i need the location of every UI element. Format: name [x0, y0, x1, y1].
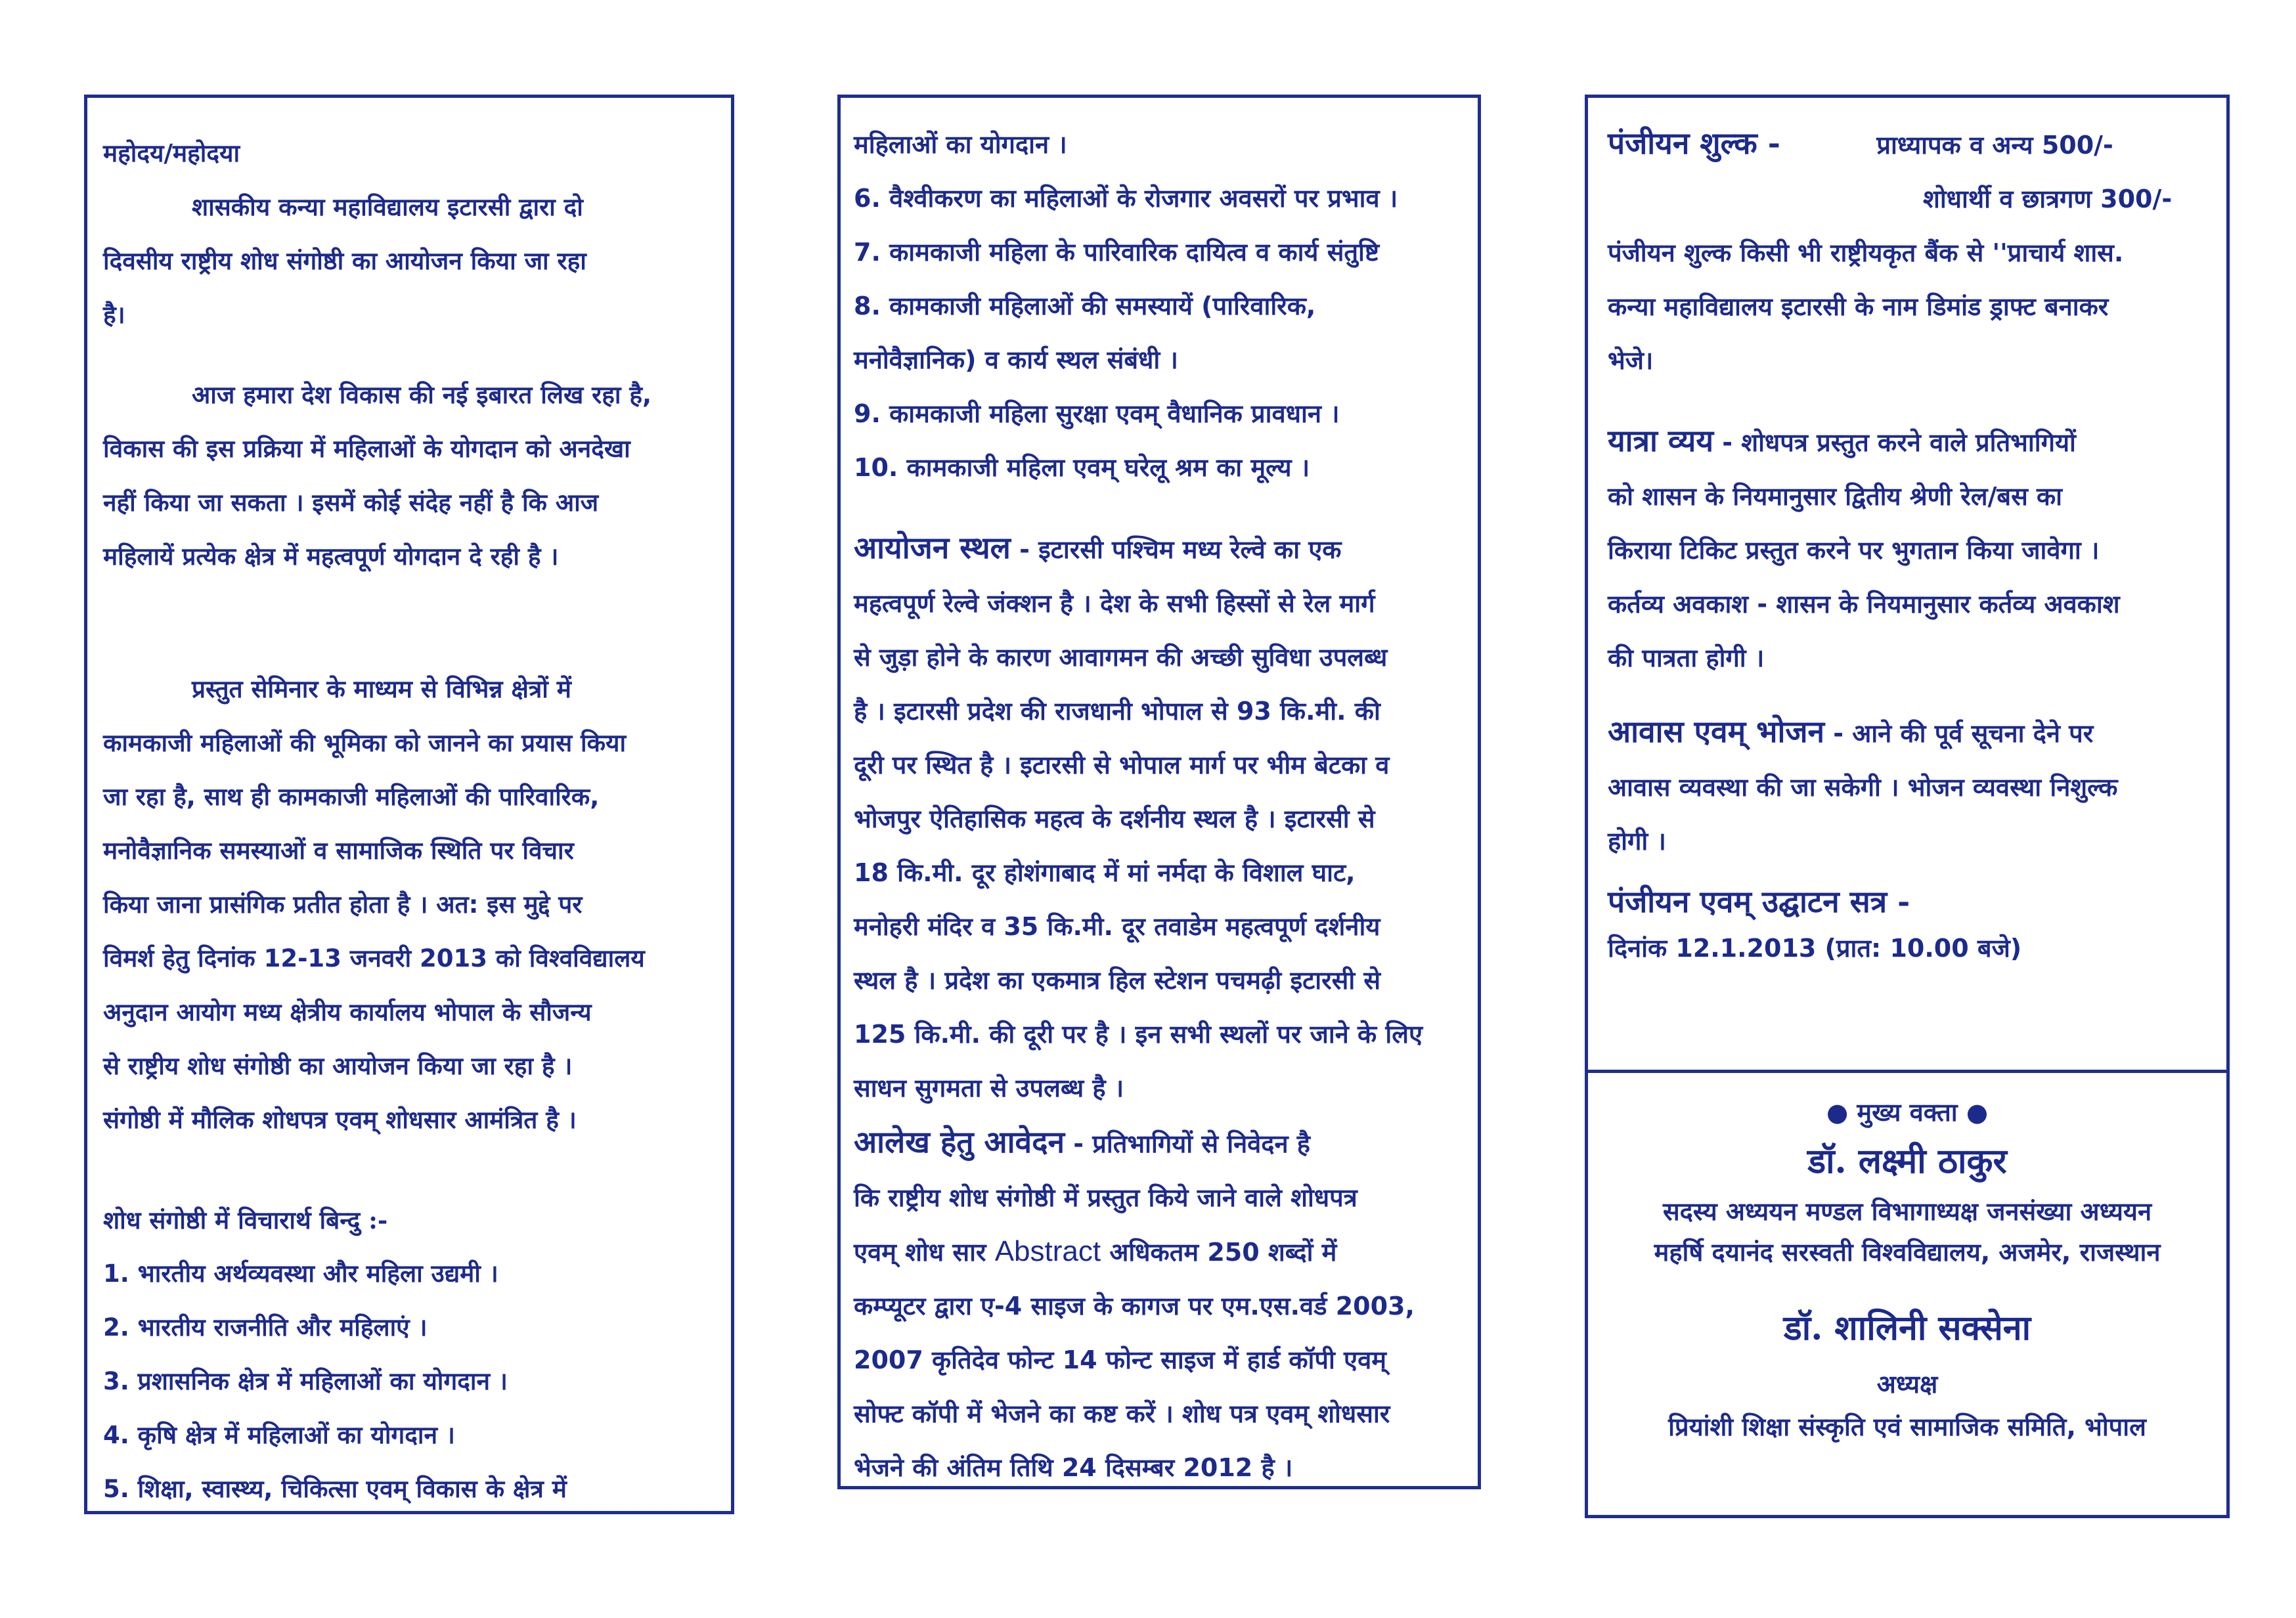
stay-text: आवास व्यवस्था की जा सकेगी । भोजन व्यवस्था निशुल्क: [1608, 773, 2118, 802]
travel-line: [1608, 414, 2209, 470]
venue-text: स्थल है । प्रदेश का एकमात्र हिल स्टेशन पचमढ़ी इटारसी से: [854, 966, 1381, 995]
apply-text: अधिकतम 250 शब्दों में: [1109, 1238, 1337, 1267]
venue-text: 18 कि.मी. दूर होशंगाबाद में मां नर्मदा के विशाल घाट,: [854, 858, 1356, 887]
venue-line: [854, 521, 1461, 577]
right-panel-info: [1588, 98, 2226, 1039]
para3-line: कामकाजी महिलाओं की भूमिका को जानने का प्रयास किया: [103, 729, 627, 757]
para3-line: अनुदान आयोग मध्य क्षेत्रीय कार्यालय भोपाल के सौजन्य: [103, 998, 592, 1026]
apply-text: कम्प्यूटर द्वारा ए-4 साइज के कागज पर एम.एस.वर्ड 2003,: [854, 1292, 1415, 1321]
abstract-word: Abstract: [994, 1235, 1101, 1267]
venue-text: है । इटारसी प्रदेश की राजधानी भोपाल से 93 कि.मी. की: [854, 697, 1380, 726]
point-item: महिलाओं का योगदान ।: [854, 130, 1067, 159]
point-item: मनोवैज्ञानिक) व कार्य स्थल संबंधी ।: [854, 345, 1178, 374]
right-panel: [1585, 95, 2230, 1518]
point-item: 5. शिक्षा, स्वास्थ्य, चिकित्सा एवम् विकास के क्षेत्र में: [103, 1475, 567, 1503]
apply-text: सोफ्ट कॉपी में भेजने का कष्ट करें । शोध पत्र एवम् शोधसार: [854, 1399, 1390, 1428]
point-item: 4. कृषि क्षेत्र में महिलाओं का योगदान ।: [103, 1421, 455, 1449]
stay-heading: आवास एवम् भोजन: [1608, 714, 1825, 749]
venue-text: दूरी पर स्थित है । इटारसी से भोपाल मार्ग पर भीम बेटका व: [854, 751, 1390, 779]
travel-text: किराया टिकिट प्रस्तुत करने पर भुगतान किया जावेगा ।: [1608, 536, 2100, 565]
chief-speaker-desc: महर्षि दयानंद सरस्वती विश्वविद्यालय, अजमेर, राजस्थान: [1654, 1238, 2161, 1267]
para3-line: संगोष्ठी में मौलिक शोधपत्र एवम् शोधसार आमंत्रित है ।: [103, 1106, 577, 1134]
para2-line: विकास की इस प्रक्रिया में महिलाओं के योगदान को अनदेखा: [103, 435, 630, 463]
chief-speaker-heading: ● मुख्य वक्ता ●: [1826, 1098, 1988, 1127]
point-item: 2. भारतीय राजनीति और महिलाएं ।: [103, 1313, 428, 1342]
apply-text: एवम् शोध सार: [854, 1238, 995, 1267]
points-heading: शोध संगोष्ठी में विचारार्थ बिन्दु :-: [103, 1206, 388, 1235]
salutation: महोदय/महोदया: [103, 139, 240, 167]
venue-text: - इटारसी पश्चिम मध्य रेल्वे का एक: [1010, 535, 1342, 564]
fee-students: शोधार्थी व छात्रगण 300/-: [1923, 185, 2173, 213]
para1-line: है।: [103, 301, 125, 329]
apply-text: कि राष्ट्रीय शोध संगोष्ठी में प्रस्तुत किये जाने वाले शोधपत्र: [854, 1183, 1358, 1212]
para2-line: नहीं किया जा सकता । इसमें कोई संदेह नहीं है कि आज: [103, 489, 599, 517]
fee-text: पंजीयन शुल्क किसी भी राष्ट्रीयकृत बैंक से ''प्राचार्य शास.: [1608, 238, 2124, 267]
para3-line: विमर्श हेतु दिनांक 12-13 जनवरी 2013 को विश्वविद्यालय: [103, 944, 645, 973]
apply-heading: आलेख हेतु आवेदन: [854, 1124, 1065, 1160]
registration-date: दिनांक 12.1.2013 (प्रात: 10.00 बजे): [1608, 934, 2022, 963]
venue-text: 125 कि.मी. की दूरी पर है । इन सभी स्थलों पर जाने के लिए: [854, 1020, 1423, 1049]
para1-line: दिवसीय राष्ट्रीय शोध संगोष्ठी का आयोजन किया जा रहा: [103, 247, 586, 275]
para2-line: आज हमारा देश विकास की नई इबारत लिख रहा है,: [192, 381, 652, 409]
chair-org: प्रियांशी शिक्षा संस्कृति एवं सामाजिक समिति, भोपाल: [1668, 1412, 2146, 1441]
apply-text: भेजने की अंतिम तिथि 24 दिसम्बर 2012 है ।: [854, 1453, 1293, 1482]
point-item: 9. कामकाजी महिला सुरक्षा एवम् वैधानिक प्रावधान ।: [854, 399, 1340, 428]
point-item: 3. प्रशासनिक क्षेत्र में महिलाओं का योगदान ।: [103, 1367, 508, 1395]
middle-panel: [837, 95, 1481, 1489]
para3-line: जा रहा है, साथ ही कामकाजी महिलाओं की पारिवारिक,: [103, 783, 600, 811]
travel-text: - शोधपत्र प्रस्तुत करने वाले प्रतिभागियों: [1713, 428, 2076, 457]
apply-line: [854, 1115, 1461, 1171]
stay-line: [1608, 705, 2209, 760]
travel-text: को शासन के नियमानुसार द्वितीय श्रेणी रेल/बस का: [1608, 482, 2063, 511]
venue-text: भोजपुर ऐतिहासिक महत्व के दर्शनीय स्थल है । इटारसी से: [854, 804, 1375, 833]
apply-text: 2007 कृतिदेव फोन्ट 14 फोन्ट साइज में हार्ड कॉपी एवम्: [854, 1345, 1386, 1374]
fee-faculty: प्राध्यापक व अन्य 500/-: [1876, 131, 2113, 160]
para3-line: किया जाना प्रासंगिक प्रतीत होता है । अत: इस मुद्दे पर: [103, 890, 583, 919]
leave-text: कर्तव्य अवकाश - शासन के नियमानुसार कर्तव्य अवकाश: [1608, 590, 2120, 619]
venue-text: महत्वपूर्ण रेल्वे जंक्शन है । देश के सभी हिस्सों से रेल मार्ग: [854, 589, 1375, 618]
point-item: 10. कामकाजी महिला एवम् घरेलू श्रम का मूल्य ।: [854, 453, 1310, 482]
leave-text: की पात्रता होगी ।: [1608, 644, 1765, 672]
point-item: 8. कामकाजी महिलाओं की समस्यायें (पारिवारिक,: [854, 292, 1316, 320]
chief-speaker-name: डॉ. लक्ष्मी ठाकुर: [1807, 1141, 2007, 1181]
fee-line-1: [1608, 116, 2209, 172]
para3-line: से राष्ट्रीय शोध संगोष्ठी का आयोजन किया जा रहा है ।: [103, 1052, 573, 1080]
stay-text: - आने की पूर्व सूचना देने पर: [1824, 719, 2094, 748]
apply-line-3: [854, 1225, 1461, 1279]
apply-text: - प्रतिभागियों से निवेदन है: [1065, 1129, 1310, 1158]
left-panel: [84, 95, 734, 1514]
chief-speaker-desc: सदस्य अध्ययन मण्डल विभागाध्यक्ष जनसंख्या अध्ययन: [1662, 1197, 2152, 1226]
chair-role: अध्यक्ष: [1876, 1370, 1938, 1399]
point-item: 6. वैश्वीकरण का महिलाओं के रोजगार अवसरों पर प्रभाव ।: [854, 184, 1398, 213]
fee-heading: पंजीयन शुल्क -: [1608, 125, 1780, 161]
para2-line: महिलायें प्रत्येक क्षेत्र में महत्वपूर्ण योगदान दे रही है ।: [103, 542, 559, 571]
para1-line: शासकीय कन्या महाविद्यालय इटारसी द्वारा दो: [192, 193, 583, 221]
fee-text: कन्या महाविद्यालय इटारसी के नाम डिमांड ड्राफ्ट बनाकर: [1608, 292, 2109, 321]
chair-name: डॉ. शालिनी सक्सेना: [1783, 1308, 2031, 1348]
point-item: 1. भारतीय अर्थव्यवस्था और महिला उद्यमी ।: [103, 1259, 498, 1288]
venue-text: साधन सुगमता से उपलब्ध है ।: [854, 1074, 1124, 1103]
speakers-section: [1588, 1073, 2226, 1450]
para3-line: प्रस्तुत सेमिनार के माध्यम से विभिन्न क्षेत्रों में: [192, 675, 571, 703]
fee-text: भेजे।: [1608, 346, 1654, 375]
venue-text: से जुड़ा होने के कारण आवागमन की अच्छी सुविधा उपलब्ध: [854, 643, 1388, 672]
registration-heading: पंजीयन एवम् उद्घाटन सत्र -: [1608, 884, 1910, 919]
venue-text: मनोहरी मंदिर व 35 कि.मी. दूर तवाडेम महत्वपूर्ण दर्शनीय: [854, 912, 1380, 941]
stay-text: होगी ।: [1608, 827, 1666, 856]
point-item: 7. कामकाजी महिला के पारिवारिक दायित्व व कार्य संतुष्टि: [854, 238, 1380, 267]
travel-heading: यात्रा व्यय: [1608, 423, 1714, 458]
venue-heading: आयोजन स्थल: [854, 530, 1011, 565]
para3-line: मनोवैज्ञानिक समस्याओं व सामाजिक स्थिति पर विचार: [103, 837, 574, 865]
